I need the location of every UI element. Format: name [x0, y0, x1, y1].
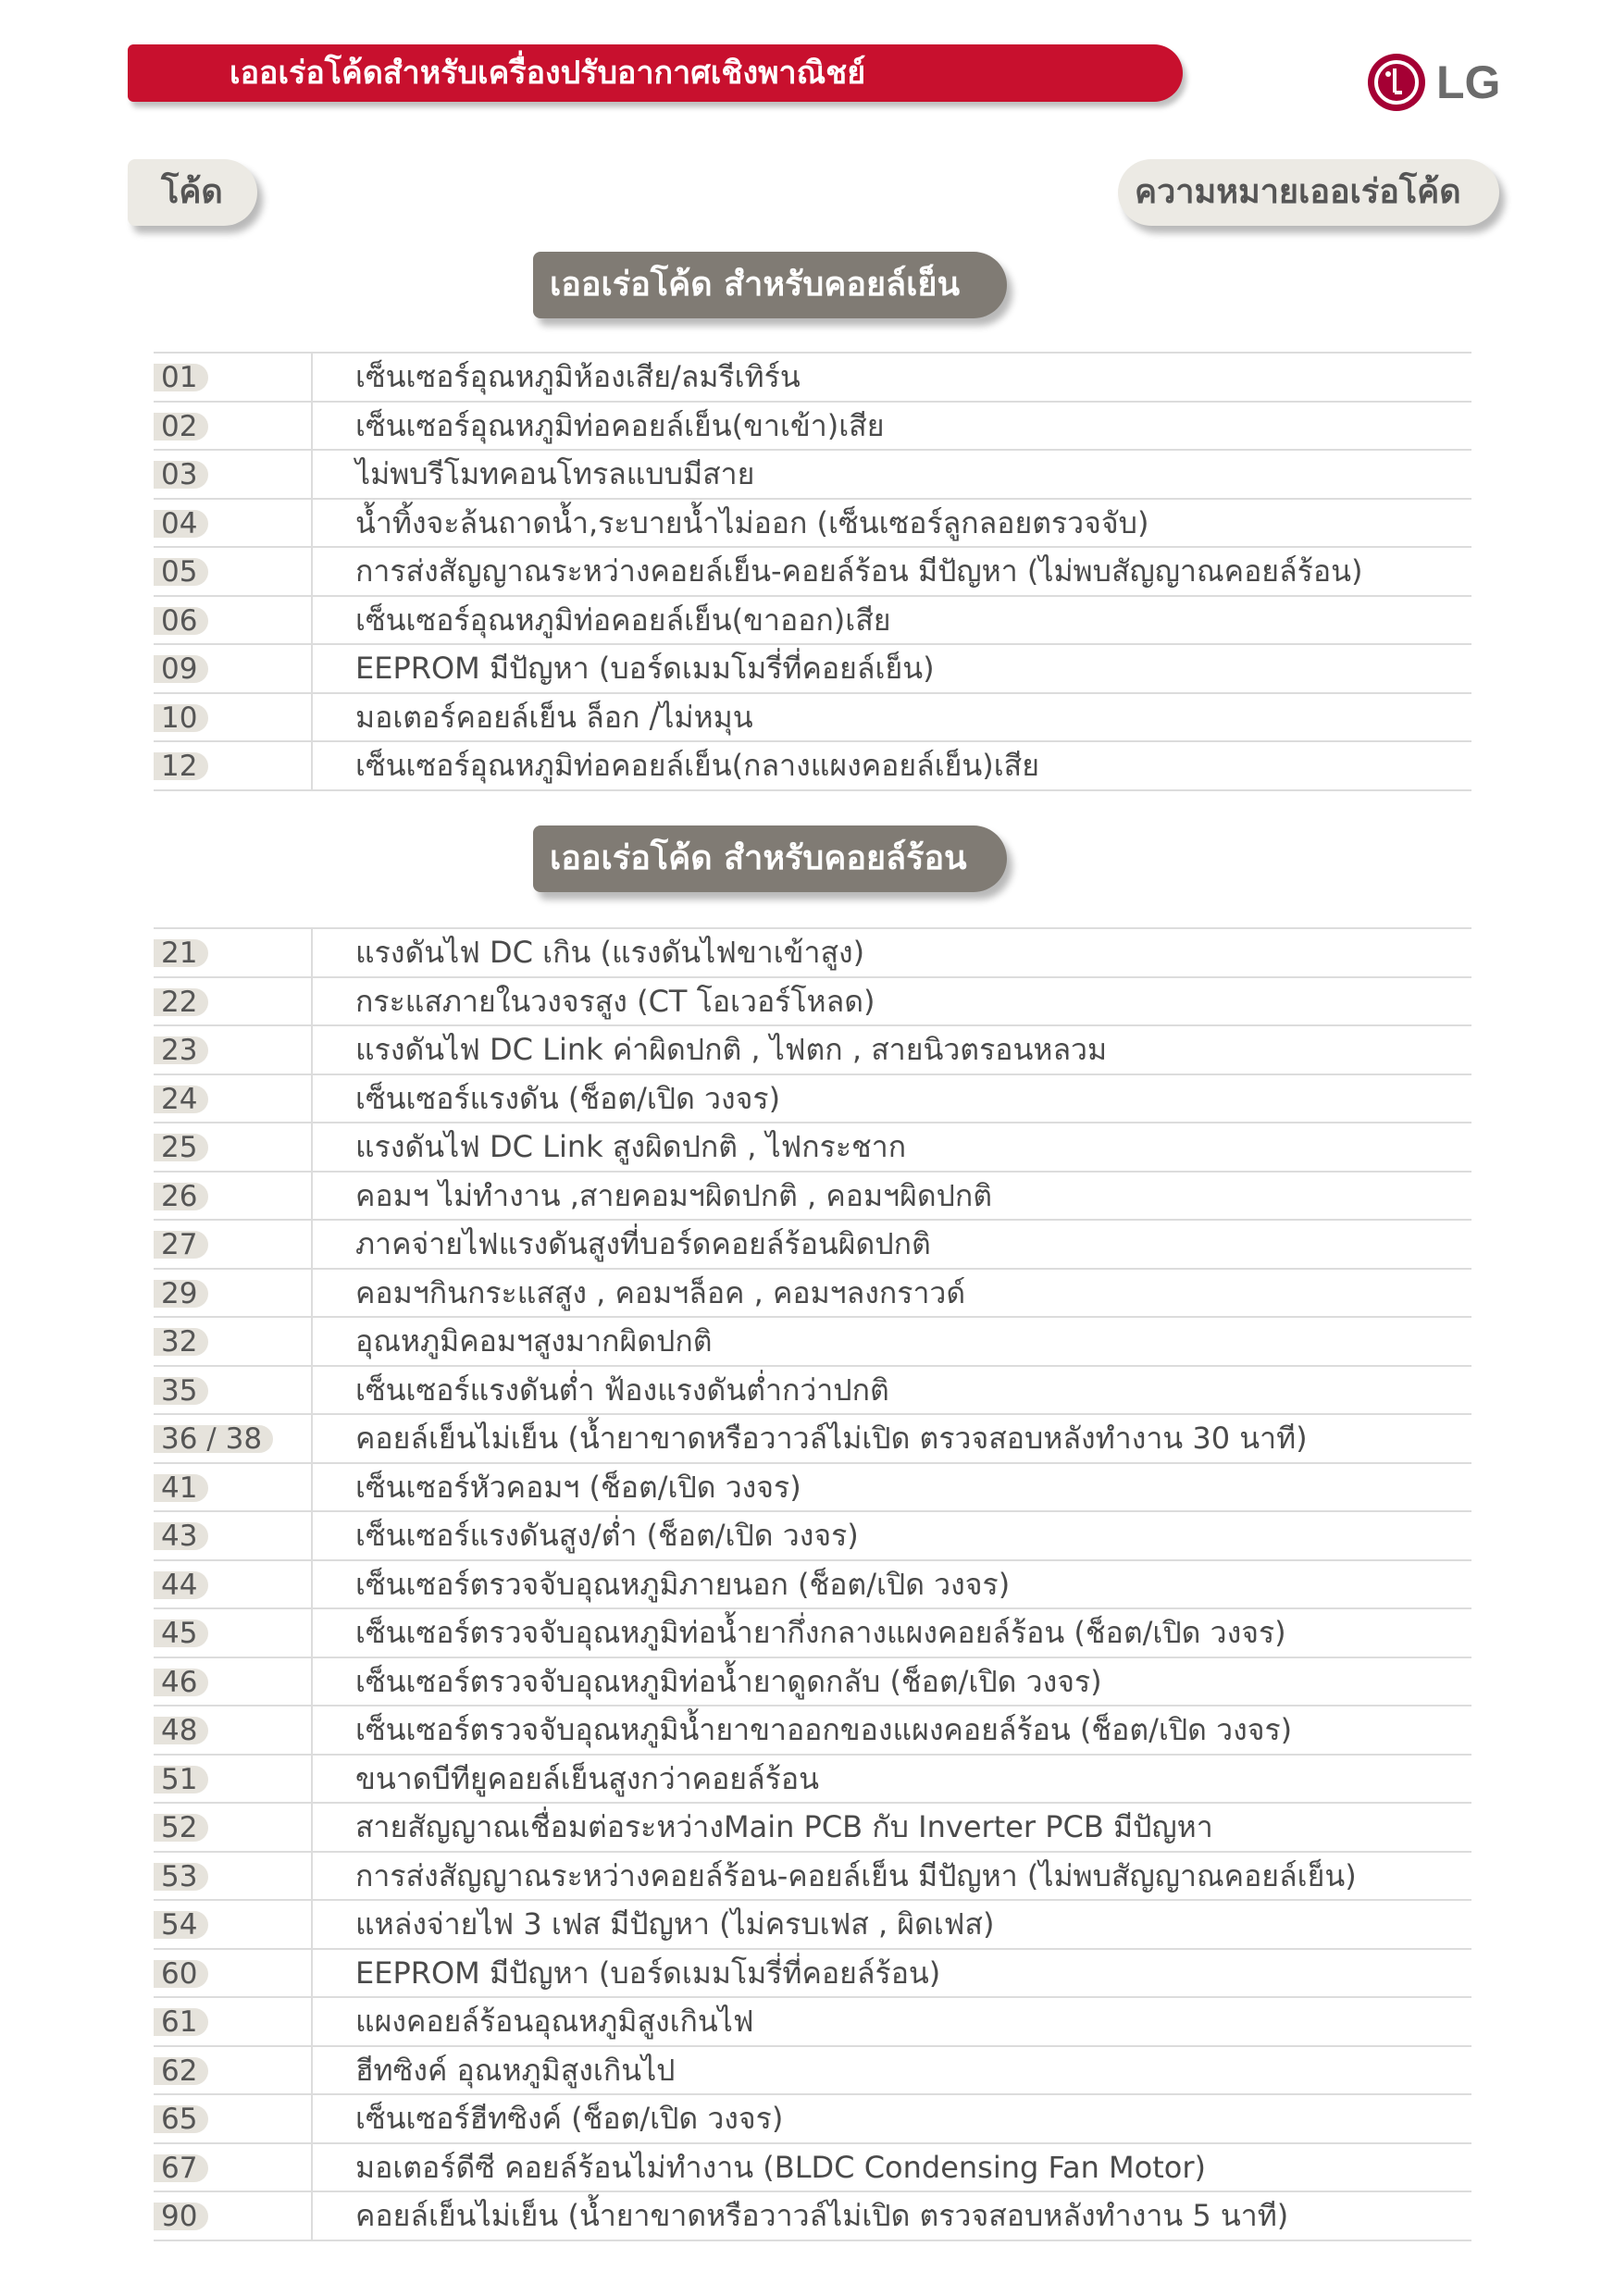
error-code: 54: [154, 1911, 208, 1939]
error-description: EEPROM มีปัญหา (บอร์ดเมมโมรี่ที่คอยล์ร้อน): [355, 1955, 941, 1991]
table-row: [154, 1998, 1471, 2047]
error-description: เซ็นเซอร์แรงดัน (ช็อต/เปิด วงจร): [355, 1080, 781, 1116]
error-description: EEPROM มีปัญหา (บอร์ดเมมโมรี่ที่คอยล์เย็น): [355, 651, 935, 686]
column-divider: [311, 1853, 313, 1902]
table-row: [154, 1173, 1471, 1222]
table-row: [154, 1561, 1471, 1610]
table-row: [154, 1221, 1471, 1270]
column-divider: [311, 2192, 313, 2241]
column-divider: [311, 500, 313, 549]
error-code: 23: [154, 1036, 208, 1064]
column-header-meaning: ความหมายเออเร่อโค้ด: [1118, 159, 1499, 226]
error-description: แหล่งจ่ายไฟ 3 เฟส มีปัญหา (ไม่ครบเฟส , ผิดเฟส): [355, 1906, 995, 1942]
error-description: สายสัญญาณเชื่อมต่อระหว่างMain PCB กับ Inverter PCB มีปัญหา: [355, 1809, 1213, 1844]
column-divider: [311, 1998, 313, 2047]
error-description: มอเตอร์ดีซี คอยล์ร้อนไม่ทำงาน (BLDC Condensing Fan Motor): [355, 2149, 1206, 2185]
column-divider: [311, 1950, 313, 1999]
column-divider: [311, 1756, 313, 1805]
error-description: เซ็นเซอร์อุณหภูมิท่อคอยล์เย็น(ขาออก)เสีย: [355, 602, 891, 638]
error-description: คอมฯกินกระแสสูง , คอมฯล็อค , คอมฯลงกราวด์: [355, 1274, 966, 1310]
column-divider: [311, 403, 313, 452]
error-code: 03: [154, 461, 208, 489]
error-code: 48: [154, 1717, 208, 1744]
error-description: เซ็นเซอร์อุณหภูมิท่อคอยล์เย็น(กลางแผงคอยล์เย็น)เสีย: [355, 748, 1039, 783]
page-title: เออเร่อโค้ดสำหรับเครื่องปรับอากาศเชิงพาณิชย์: [128, 44, 1183, 102]
table-row: [154, 1853, 1471, 1902]
error-description: ฮีทซิงค์ อุณหภูมิสูงเกินไป: [355, 2052, 676, 2088]
table-row: [154, 1415, 1471, 1464]
table-row: [154, 500, 1471, 549]
error-code: 46: [154, 1669, 208, 1696]
error-code: 43: [154, 1522, 208, 1550]
column-divider: [311, 1270, 313, 1319]
table-row: [154, 978, 1471, 1027]
error-description: เซ็นเซอร์แรงดันสูง/ต่ำ (ช็อต/เปิด วงจร): [355, 1518, 859, 1553]
column-divider: [311, 1026, 313, 1075]
error-code: 09: [154, 655, 208, 683]
error-description: แรงดันไฟ DC Link สูงผิดปกติ , ไฟกระชาก: [355, 1129, 907, 1164]
column-divider: [311, 978, 313, 1027]
column-divider: [311, 1221, 313, 1270]
error-description: คอยล์เย็นไม่เย็น (น้ำยาขาดหรือวาวล์ไม่เปิด ตรวจสอบหลังทำงาน 5 นาที): [355, 2198, 1289, 2233]
error-code: 45: [154, 1620, 208, 1647]
error-description: ไม่พบรีโมทคอนโทรลแบบมีสาย: [355, 456, 755, 491]
column-divider: [311, 1173, 313, 1222]
error-description: เซ็นเซอร์ตรวจจับอุณหภูมิท่อน้ำยาดูดกลับ (ช็อต/เปิด วงจร): [355, 1663, 1102, 1699]
error-code: 35: [154, 1377, 208, 1405]
column-divider: [311, 354, 313, 403]
error-description: แรงดันไฟ DC เกิน (แรงดันไฟขาเข้าสูง): [355, 935, 865, 970]
column-divider: [311, 694, 313, 743]
error-code: 12: [154, 752, 208, 780]
error-description: แรงดันไฟ DC Link ค่าผิดปกติ , ไฟตก , สายนิวตรอนหลวม: [355, 1032, 1108, 1067]
column-divider: [311, 548, 313, 597]
error-description: เซ็นเซอร์ตรวจจับอุณหภูมิภายนอก (ช็อต/เปิด วงจร): [355, 1566, 1011, 1602]
table-row: [154, 1901, 1471, 1950]
table-row: [154, 1706, 1471, 1756]
table-row: [154, 1367, 1471, 1416]
outdoor-error-table: [154, 927, 1471, 2241]
table-row: [154, 694, 1471, 743]
table-row: [154, 1464, 1471, 1513]
error-code: 05: [154, 558, 208, 586]
column-divider: [311, 1561, 313, 1610]
error-description: เซ็นเซอร์หัวคอมฯ (ช็อต/เปิด วงจร): [355, 1469, 801, 1505]
error-code: 25: [154, 1134, 208, 1161]
error-code: 26: [154, 1183, 208, 1210]
column-divider: [311, 1609, 313, 1658]
column-divider: [311, 1075, 313, 1124]
error-code: 51: [154, 1766, 208, 1793]
error-description: เซ็นเซอร์ตรวจจับอุณหภูมิน้ำยาขาออกของแผงคอยล์ร้อน (ช็อต/เปิด วงจร): [355, 1712, 1293, 1747]
table-row: [154, 2144, 1471, 2193]
column-divider: [311, 929, 313, 978]
indoor-error-table: [154, 352, 1471, 791]
table-row: [154, 1804, 1471, 1853]
error-code: 01: [154, 364, 208, 391]
error-code: 67: [154, 2154, 208, 2182]
error-code: 36 / 38: [154, 1425, 273, 1453]
error-code: 60: [154, 1960, 208, 1988]
column-divider: [311, 1804, 313, 1853]
error-code: 53: [154, 1863, 208, 1891]
table-row: [154, 597, 1471, 646]
error-description: แผงคอยล์ร้อนอุณหภูมิสูงเกินไฟ: [355, 2004, 754, 2039]
table-row: [154, 2192, 1471, 2241]
error-description: คอยล์เย็นไม่เย็น (น้ำยาขาดหรือวาวล์ไม่เปิด ตรวจสอบหลังทำงาน 30 นาที): [355, 1421, 1308, 1456]
column-divider: [311, 1658, 313, 1707]
error-description: เซ็นเซอร์อุณหภูมิห้องเสีย/ลมรีเทิร์น: [355, 359, 801, 394]
column-divider: [311, 1512, 313, 1561]
error-code: 52: [154, 1814, 208, 1842]
error-code: 27: [154, 1231, 208, 1259]
error-code: 02: [154, 413, 208, 441]
table-row: [154, 1756, 1471, 1805]
error-description: เซ็นเซอร์แรงดันต่ำ ฟ้องแรงดันต่ำกว่าปกติ: [355, 1371, 889, 1408]
column-divider: [311, 2144, 313, 2193]
error-description: การส่งสัญญาณระหว่างคอยล์ร้อน-คอยล์เย็น มีปัญหา (ไม่พบสัญญาณคอยล์เย็น): [355, 1857, 1357, 1893]
column-divider: [311, 742, 313, 791]
column-divider: [311, 1901, 313, 1950]
table-row: [154, 1609, 1471, 1658]
table-row: [154, 1512, 1471, 1561]
column-divider: [311, 451, 313, 500]
column-divider: [311, 1367, 313, 1416]
error-code: 22: [154, 988, 208, 1016]
error-description: เซ็นเซอร์ฮีทซิงค์ (ช็อต/เปิด วงจร): [355, 2101, 784, 2136]
table-row: [154, 2047, 1471, 2096]
error-code: 61: [154, 2008, 208, 2036]
table-row: [154, 548, 1471, 597]
error-code: 04: [154, 510, 208, 538]
table-row: [154, 1950, 1471, 1999]
table-row: [154, 1075, 1471, 1124]
table-row: [154, 403, 1471, 452]
error-description: น้ำทิ้งจะล้นถาดน้ำ,ระบายน้ำไม่ออก (เซ็นเซอร์ลูกลอยตรวจจับ): [355, 504, 1149, 540]
error-description: การส่งสัญญาณระหว่างคอยล์เย็น-คอยล์ร้อน มีปัญหา (ไม่พบสัญญาณคอยล์ร้อน): [355, 553, 1363, 589]
column-divider: [311, 1706, 313, 1756]
section-header-indoor: เออเร่อโค้ด สำหรับคอยล์เย็น: [533, 252, 1007, 318]
table-row: [154, 742, 1471, 791]
error-code: 90: [154, 2203, 208, 2230]
table-row: [154, 1026, 1471, 1075]
error-code: 62: [154, 2057, 208, 2085]
column-divider: [311, 2047, 313, 2096]
error-code: 24: [154, 1086, 208, 1113]
error-code: 29: [154, 1280, 208, 1308]
lg-face-icon: [1368, 54, 1425, 111]
column-divider: [311, 1318, 313, 1367]
error-description: กระแสภายในวงจรสูง (CT โอเวอร์โหลด): [355, 983, 875, 1019]
section-header-outdoor: เออเร่อโค้ด สำหรับคอยล์ร้อน: [533, 825, 1007, 892]
table-row: [154, 1270, 1471, 1319]
table-row: [154, 2095, 1471, 2144]
error-description: ภาคจ่ายไฟแรงดันสูงที่บอร์ดคอยล์ร้อนผิดปกติ: [355, 1226, 931, 1261]
error-code: 06: [154, 607, 208, 635]
error-code: 65: [154, 2105, 208, 2133]
column-header-code: โค้ด: [128, 159, 257, 226]
table-row: [154, 929, 1471, 978]
error-description: มอเตอร์คอยล์เย็น ล็อก /ไม่หมุน: [355, 699, 753, 735]
column-divider: [311, 2095, 313, 2144]
column-divider: [311, 1123, 313, 1173]
error-code: 44: [154, 1571, 208, 1599]
error-code: 32: [154, 1328, 208, 1356]
table-row: [154, 1318, 1471, 1367]
error-code: 41: [154, 1474, 208, 1502]
error-description: เซ็นเซอร์ตรวจจับอุณหภูมิท่อน้ำยากึ่งกลางแผงคอยล์ร้อน (ช็อต/เปิด วงจร): [355, 1615, 1286, 1650]
error-description: คอมฯ ไม่ทำงาน ,สายคอมฯผิดปกติ , คอมฯผิดปกติ: [355, 1177, 993, 1213]
column-divider: [311, 1415, 313, 1464]
error-description: เซ็นเซอร์อุณหภูมิท่อคอยล์เย็น(ขาเข้า)เสีย: [355, 407, 885, 443]
error-description: อุณหภูมิคอมฯสูงมากผิดปกติ: [355, 1323, 713, 1359]
error-code: 21: [154, 939, 208, 967]
table-row: [154, 1658, 1471, 1707]
error-code: 10: [154, 704, 208, 732]
lg-logo: [1368, 50, 1500, 115]
table-row: [154, 1123, 1471, 1173]
column-divider: [311, 645, 313, 694]
table-row: [154, 645, 1471, 694]
lg-logo-icon: [1368, 54, 1425, 111]
table-row: [154, 451, 1471, 500]
column-divider: [311, 597, 313, 646]
column-divider: [311, 1464, 313, 1513]
table-row: [154, 354, 1471, 403]
error-description: ขนาดบีทียูคอยล์เย็นสูงกว่าคอยล์ร้อน: [355, 1760, 819, 1796]
lg-logo-text: LG: [1436, 56, 1501, 108]
